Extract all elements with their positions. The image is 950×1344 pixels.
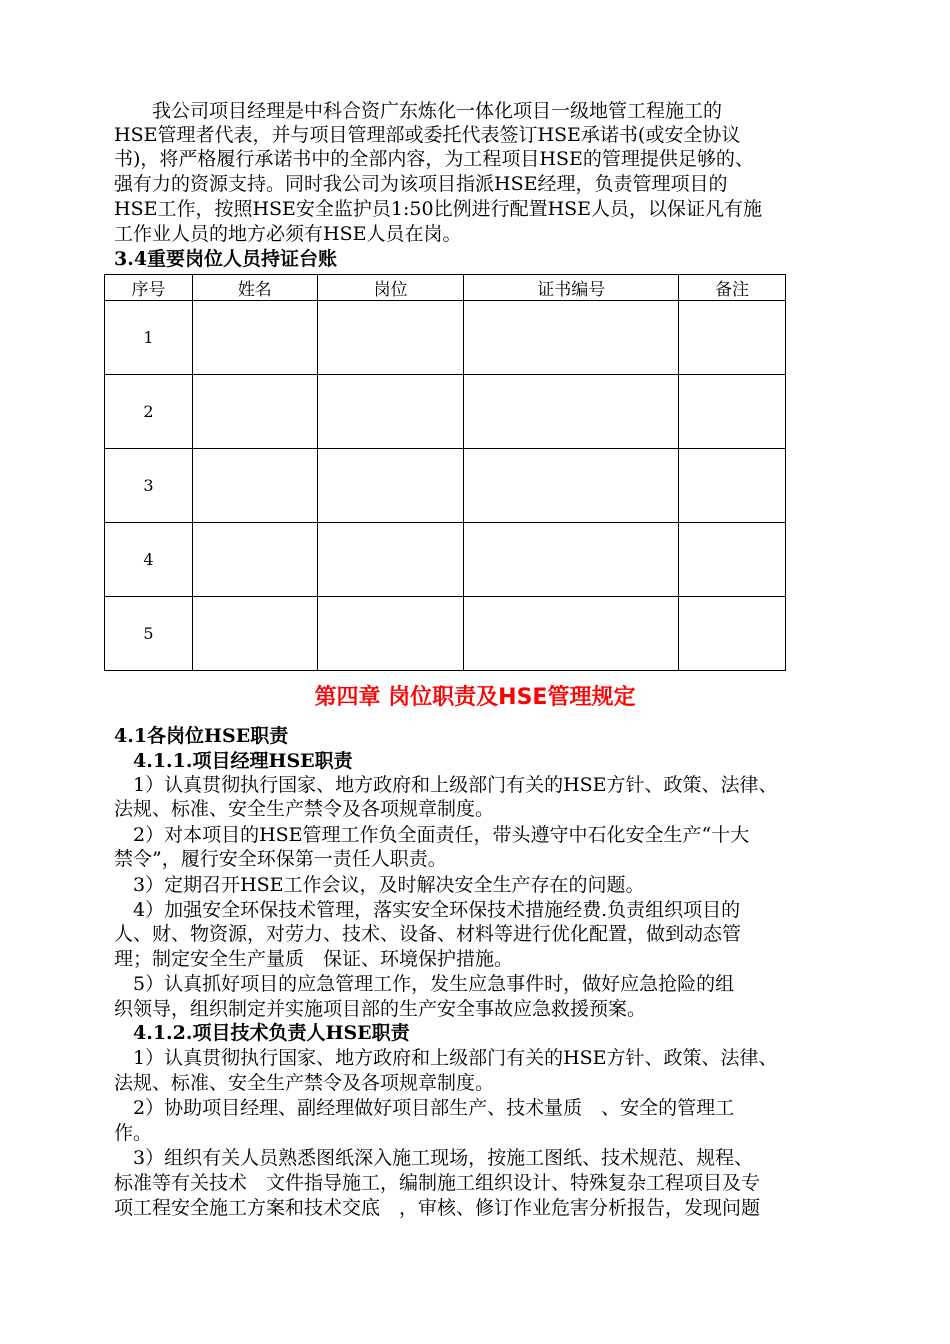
paragraph-line: 工作业人员的地方必须有HSE人员在岗。 [114,223,462,245]
chapter-title: 第四章 岗位职责及HSE管理规定 [314,685,636,710]
subsection-heading-4-1-2: 4.1.2.项目技术负责人HSE职责 [114,1022,410,1044]
paragraph-line: 2）协助项目经理、副经理做好项目部生产、技术量质 、安全的管理工 [114,1097,735,1119]
table-cell [464,449,679,523]
paragraph-line: HSE工作，按照HSE安全监护员1:50比例进行配置HSE人员，以保证凡有施 [114,198,763,220]
paragraph-line: 理；制定安全生产量质 保证、环境保护措施。 [114,948,514,970]
table-cell [192,597,317,671]
table-cell [464,597,679,671]
table-cell [192,523,317,597]
table-cell-index: 4 [105,523,193,597]
table-cell [317,523,464,597]
paragraph-line: 5）认真抓好项目的应急管理工作，发生应急事件时，做好应急抢险的组 [114,973,735,995]
paragraph-line: 项工程安全施工方案和技术交底 ，审核、修订作业危害分析报告，发现问题 [114,1197,761,1219]
column-header-index: 序号 [105,275,193,301]
paragraph-line: 法规、标准、安全生产禁令及各项规章制度。 [114,798,495,820]
table-cell [679,301,786,375]
paragraph-line: 2）对本项目的HSE管理工作负全面责任，带头遵守中石化安全生产“十大 [114,824,750,846]
paragraph-line: 3）组织有关人员熟悉图纸深入施工现场，按施工图纸、技术规范、规程、 [114,1147,754,1169]
table-row [105,523,786,597]
paragraph-line: 我公司项目经理是中科合资广东炼化一体化项目一级地管工程施工的 [114,100,723,122]
table-row [105,597,786,671]
table-cell [192,301,317,375]
table-cell [679,523,786,597]
table-cell [679,375,786,449]
table-cell [317,375,464,449]
column-header-remarks: 备注 [679,275,786,301]
paragraph-line: 织领导，组织制定并实施项目部的生产安全事故应急救援预案。 [114,998,647,1020]
paragraph-line: 作。 [114,1122,153,1144]
table-cell [464,301,679,375]
table-cell [464,523,679,597]
paragraph-line: HSE管理者代表，并与项目管理部或委托代表签订HSE承诺书(或安全协议 [114,124,741,146]
column-header-position: 岗位 [317,275,464,301]
section-heading-4-1: 4.1各岗位HSE职责 [114,725,289,747]
paragraph-line: 禁令”，履行安全环保第一责任人职责。 [114,848,447,870]
table-cell [317,449,464,523]
paragraph-line: 1）认真贯彻执行国家、地方政府和上级部门有关的HSE方针、政策、法律、 [114,1047,778,1069]
table-cell [192,449,317,523]
table-cell-index: 3 [105,449,193,523]
table-cell-index: 2 [105,375,193,449]
column-header-certificate-no: 证书编号 [464,275,679,301]
table-cell [679,449,786,523]
paragraph-line: 法规、标准、安全生产禁令及各项规章制度。 [114,1072,495,1094]
table-cell-index: 1 [105,301,193,375]
section-heading-3-4: 3.4重要岗位人员持证台账 [114,248,338,270]
table-cell [464,375,679,449]
table-header-row [105,275,786,301]
table-cell [679,597,786,671]
table-row [105,449,786,523]
paragraph-line: 人、财、物资源，对劳力、技术、设备、材料等进行优化配置，做到动态管 [114,923,742,945]
subsection-heading-4-1-1: 4.1.1.项目经理HSE职责 [114,750,353,772]
paragraph-line: 1）认真贯彻执行国家、地方政府和上级部门有关的HSE方针、政策、法律、 [114,774,778,796]
paragraph-line: 4）加强安全环保技术管理，落实安全环保技术措施经费.负责组织项目的 [114,899,741,921]
table-cell [192,375,317,449]
paragraph-line: 书)，将严格履行承诺书中的全部内容，为工程项目HSE的管理提供足够的、 [114,148,754,170]
paragraph-line: 强有力的资源支持。同时我公司为该项目指派HSE经理，负责管理项目的 [114,173,728,195]
certificate-ledger-table [104,274,786,671]
table-cell-index: 5 [105,597,193,671]
paragraph-line: 3）定期召开HSE工作会议，及时解决安全生产存在的问题。 [114,874,645,896]
table-row [105,375,786,449]
table-cell [317,597,464,671]
table-row [105,301,786,375]
column-header-name: 姓名 [192,275,317,301]
paragraph-line: 标准等有关技术 文件指导施工，编制施工组织设计、特殊复杂工程项目及专 [114,1172,761,1194]
table-cell [317,301,464,375]
